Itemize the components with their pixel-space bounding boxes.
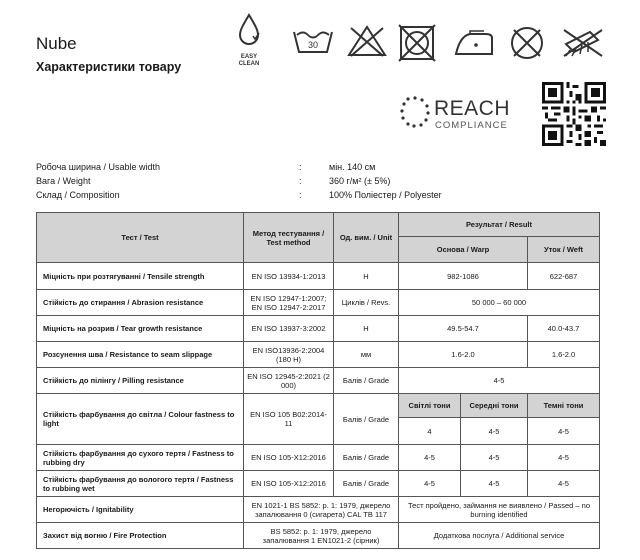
row-test: Міцність при розтягуванні / Tensile strength [37,263,244,290]
iron-low-icon [452,30,496,58]
row-method: EN ISO 13934-1:2013 [244,263,334,290]
spec-value: мін. 140 см [329,162,376,172]
no-brush-icon [560,26,606,60]
no-tumble-dry-icon [398,24,436,62]
subheader-light: Світлі тони [399,394,461,418]
easy-clean-icon [232,12,266,54]
no-dry-clean-icon [508,24,546,62]
row-method: EN 1021-1 BS 5852: р. 1: 1979, джерело запалювання 0 (сигарета) CAL TB 117 [244,497,399,523]
value-medium: 4-5 [461,418,528,445]
row-unit: Н [334,263,399,290]
row-test: Захист від вогню / Fire Protection [37,523,244,549]
qr-code [542,82,606,151]
row-test: Міцність на розрив / Tear growth resistance [37,316,244,342]
row-result: Додаткова послуга / Additional service [399,523,600,549]
row-test: Стійкість до пілінгу / Pilling resistance [37,368,244,394]
spec-key: Вага / Weight [36,176,91,186]
table-row [37,263,600,290]
header-method: Метод тестування / Test method [244,213,334,263]
no-bleach-icon [347,24,387,58]
row-method: EN ISO 13937-3:2002 [244,316,334,342]
row-method: EN ISO 12947-1:2007; EN ISO 12947-2:2017 [244,290,334,316]
header-unit: Од. вим. / Unit [334,213,399,263]
row-test: Стійкість фарбування до вологого тертя / Fastness to rubbing wet [37,471,244,497]
row-method: EN ISO13936-2:2004 (180 H) [244,342,334,368]
row-unit: Балів / Grade [334,394,399,445]
header-result: Результат / Result [399,213,600,237]
table-row [37,290,600,316]
spec-value: 360 г/м² (± 5%) [329,176,391,186]
subheader-dark: Темні тони [528,394,600,418]
row-test: Стійкість фарбування до сухого тертя / Fastness to rubbing dry [37,445,244,471]
spec-sep: : [299,190,302,200]
row-unit: Н [334,316,399,342]
table-row [37,394,600,418]
row-warp: 982-1086 [399,263,528,290]
reach-title: REACH [434,97,511,120]
row-test: Розсунення шва / Resistance to seam slippage [37,342,244,368]
row-test: Негорючість / Ignitability [37,497,244,523]
spec-value: 100% Поліестер / Polyester [329,190,442,200]
table-row [37,445,600,471]
row-method: BS 5852: р. 1: 1979, джерело запалювання 1 EN1021-2 (сірник) [244,523,399,549]
spec-sep: : [299,176,302,186]
row-unit: Балів / Grade [334,471,399,497]
subheader-medium: Середні тони [461,394,528,418]
row-weft: 622-687 [528,263,600,290]
easy-clean-label: EASY CLEAN [238,54,260,67]
value-dark: 4-5 [528,418,600,445]
row-weft: 1.6-2.0 [528,342,600,368]
header-warp: Основа / Warp [399,237,528,263]
row-unit: Циклів / Revs. [334,290,399,316]
spec-key: Склад / Composition [36,190,120,200]
wash-temp-label: 30 [307,40,319,50]
row-result: 50 000 – 60 000 [399,290,600,316]
value-light: 4 [399,418,461,445]
product-subtitle: Характеристики товару [36,60,182,74]
row-unit: мм [334,342,399,368]
row-unit: Балів / Grade [334,368,399,394]
table-row [37,342,600,368]
eu-stars-icon [400,95,430,134]
wash-30-icon [292,26,334,56]
value-light: 4-5 [399,445,461,471]
table-row [37,497,600,523]
row-result: Тест пройдено, займання не виявлено / Passed – no burning identified [399,497,600,523]
value-dark: 4-5 [528,445,600,471]
header-test: Тест / Test [37,213,244,263]
row-method: EN ISO 105 B02:2014-11 [244,394,334,445]
row-unit: Балів / Grade [334,445,399,471]
spec-sep: : [299,162,302,172]
value-dark: 4-5 [528,471,600,497]
row-method: EN ISO 105-X12:2016 [244,471,334,497]
row-test: Стійкість фарбування до світла / Colour fastness to light [37,394,244,445]
value-medium: 4-5 [461,445,528,471]
header-weft: Уток / Weft [528,237,600,263]
row-result: 4-5 [399,368,600,394]
row-weft: 40.0-43.7 [528,316,600,342]
row-warp: 49.5-54.7 [399,316,528,342]
spec-key: Робоча ширина / Usable width [36,162,161,172]
product-title: Nube [36,34,77,53]
row-method: EN ISO 105-X12:2016 [244,445,334,471]
test-results-table [36,212,600,549]
row-test: Стійкість до стирання / Abrasion resistance [37,290,244,316]
row-method: EN ISO 12945-2:2021 (2 000) [244,368,334,394]
value-light: 4-5 [399,471,461,497]
table-row [37,523,600,549]
reach-subtitle: COMPLIANCE [435,120,508,131]
table-row [37,368,600,394]
row-warp: 1.6-2.0 [399,342,528,368]
value-medium: 4-5 [461,471,528,497]
table-row [37,471,600,497]
table-row [37,316,600,342]
